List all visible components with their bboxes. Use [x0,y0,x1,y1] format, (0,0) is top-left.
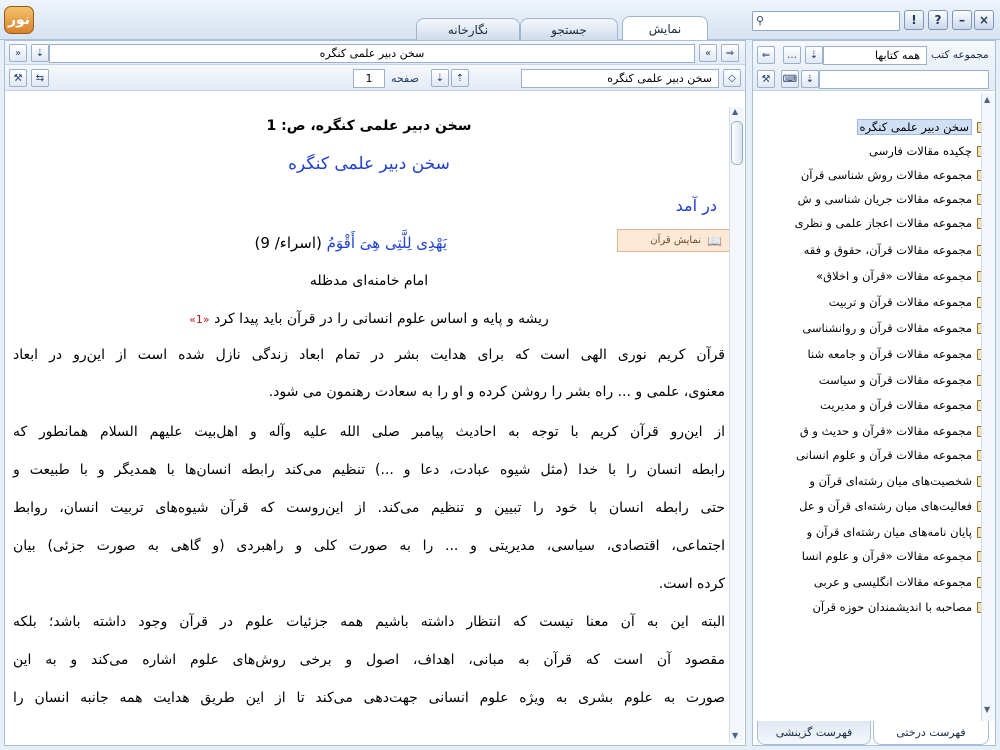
top-bar [0,0,1000,40]
arrow-left-icon[interactable]: ⇐ [757,46,775,64]
footnote-marker[interactable]: «1» [189,313,210,326]
list-item[interactable]: چکیده مقالات فارسی [869,141,991,161]
scroll-down-icon[interactable]: ▼ [984,705,991,714]
list-scrollbar[interactable] [981,93,995,721]
paragraph-line: اجتماعی، اقتصادی، سیاسی، مدیریتی و ... را به صورت کلی و راهبردی (و گاهی به صورت جزئی) بیان [13,538,725,554]
tag-icon[interactable]: ◇ [723,69,741,87]
forward-icon[interactable]: » [9,44,27,62]
up-arrow-icon[interactable]: ⇡ [451,69,469,87]
paragraph-line: حتی رابطه انسان با خود را تبیین و تنظیم می‌کند. از این‌روست که قرآن شیوه‌های تربیت انسان، روابط [13,500,725,516]
tools-icon[interactable]: ⚒ [757,70,775,88]
search-input[interactable] [752,11,900,31]
list-item[interactable]: مجموعه مقالات جریان شناسی و ش [798,189,991,209]
list-item[interactable]: مجموعه مقالات اعجاز علمی و نظری [795,213,991,233]
filter-input[interactable] [819,70,989,89]
list-item[interactable]: مجموعه مقالات انگلیسی و عربی [814,572,991,592]
tab-tree-index[interactable]: فهرست درختی [873,721,989,745]
scroll-down-icon[interactable]: ▼ [732,731,739,740]
export-icon[interactable]: ⇆ [31,69,49,87]
list-item[interactable]: پایان نامه‌های میان رشته‌ای قرآن و [807,522,991,542]
arrow-right-icon[interactable]: ⇒ [721,44,739,62]
speaker-name: امام خامنه‌ای مدظله [309,273,429,289]
scroll-thumb[interactable] [731,121,743,165]
tab-selective-index[interactable]: فهرست گزینشی [757,721,871,745]
popup-label: نمایش قرآن [650,235,702,246]
list-item[interactable]: مجموعه مقالات قرآن و روانشناسی [802,318,991,338]
close-button[interactable]: × [974,10,994,30]
library-panel [752,40,996,746]
scroll-up-icon[interactable]: ▲ [984,95,991,104]
list-item[interactable]: سخن دبیر علمی کنگره [857,117,992,137]
quote-text: ریشه و پایه و اساس علوم انسانی را در قرآن باید پیدا کرد [214,311,549,327]
title-bar [5,41,745,65]
paragraph-line: رابطه انسان را با خدا (مثل شیوه عبادت، دعا و ...) تنظیم می‌کند رابطه انسان‌ها با همدیگر و با طبیعت و [13,462,725,478]
back-icon[interactable]: « [699,44,717,62]
list-item[interactable]: مجموعه مقالات قرآن و علوم انسانی [796,445,991,465]
list-item[interactable]: فعالیت‌های میان رشته‌ای قرآن و عل [799,496,991,516]
vertical-scrollbar[interactable] [729,107,744,743]
list-item[interactable]: شخصیت‌های میان رشته‌ای قرآن و [809,471,991,491]
magnifier-icon: ⚲ [756,14,765,27]
collection-select[interactable]: همه کتابها [823,46,927,65]
list-item[interactable]: مجموعه مقالات «قرآن و اخلاق» [816,266,991,286]
section-heading: در آمد [675,196,717,215]
minimize-button[interactable]: – [952,10,972,30]
app-logo[interactable]: نور [4,6,34,34]
list-item[interactable]: مجموعه مقالات روش شناسی قرآن [801,165,991,185]
down-arrow-icon[interactable]: ⇣ [801,70,819,88]
book-title: سخن دبیر علمی کنگره [288,154,450,174]
list-item[interactable]: مجموعه مقالات قرآن و جامعه شنا [808,344,991,364]
down-arrow-icon[interactable]: ⇣ [431,69,449,87]
list-item[interactable]: مجموعه مقالات «قرآن و علوم انسا [802,546,991,566]
book-title-field[interactable]: سخن دبیر علمی کنگره [49,44,695,63]
more-options-icon[interactable]: … [783,46,801,64]
location-field[interactable]: سخن دبیر علمی کنگره [521,69,719,88]
quote-line [13,311,725,327]
quran-verse[interactable]: یَهْدِی لِلَّتِی هِیَ أَقْوَمُ [326,234,447,252]
tab-gallery[interactable]: نگارخانه [416,18,520,40]
keyboard-icon[interactable]: ⌨ [781,70,799,88]
tab-search[interactable]: جستجو [520,18,618,40]
down-arrow-icon[interactable]: ⇣ [805,46,823,64]
tools-icon[interactable]: ⚒ [9,69,27,87]
collection-label: مجموعه کتب [931,49,989,61]
help-button[interactable]: ? [928,10,948,30]
paragraph-line: قرآن کریم نوری الهی است که برای هدایت بشر در تمام ابعاد زندگی نازل شده است از این‌رو در ابعاد [13,347,725,363]
page-label: صفحه [391,72,419,85]
paragraph-line: مقصود آن است که قرآن به مبانی، اهداف، اصول و برخی روش‌های علوم اشاره می‌کند و به این [13,652,725,668]
info-button[interactable]: ! [904,10,924,30]
list-item[interactable]: مجموعه مقالات «قرآن و حدیث و ق [800,421,991,441]
book-content [5,104,725,746]
down-arrow-icon[interactable]: ⇣ [31,44,49,62]
list-item[interactable]: مجموعه مقالات قرآن و مدیریت [820,395,991,415]
paragraph-line: البته این به آن معنا نیست که انتظار داشته باشیم همه جزئیات علوم در قرآن وجود داشته باشد؛ بلکه [13,614,725,630]
verse-reference: (اسراء/ 9) [254,234,322,252]
show-quran-popup[interactable] [617,229,731,252]
navigation-bar [5,65,745,91]
tab-display[interactable]: نمایش [622,16,708,41]
book-open-icon: 📖 [707,233,722,248]
paragraph-line: کرده است. [658,576,725,592]
scroll-up-icon[interactable]: ▲ [732,107,739,116]
paragraph-line: صورت به علوم بشری به ویژه علوم انسانی جهت‌دهی می‌کند تا از این طریق هدایت همه جانبه انسان را [13,690,725,706]
page-heading: سخن دبیر علمی کنگره، ص: 1 [266,118,472,134]
list-item[interactable]: مصاحبه با اندیشمندان حوزه قرآن [812,597,991,617]
paragraph-line: از این‌رو قرآن کریم با توجه به احادیث پیامبر صلی الله علیه وآله و اهل‌بیت علیهم السلام همانطور که [13,424,725,440]
paragraph-line: معنوی، علمی و ... راه بشر را روشن کرده و او را به سعادت رهنمون می شود. [268,384,725,400]
reader-panel [4,40,746,746]
list-item[interactable]: مجموعه مقالات قرآن و تربیت [829,292,991,312]
page-number-input[interactable]: 1 [353,69,385,88]
library-toolbar [753,41,995,91]
list-item[interactable]: مجموعه مقالات قرآن، حقوق و فقه [804,240,991,260]
list-item[interactable]: مجموعه مقالات قرآن و سیاست [819,370,991,390]
